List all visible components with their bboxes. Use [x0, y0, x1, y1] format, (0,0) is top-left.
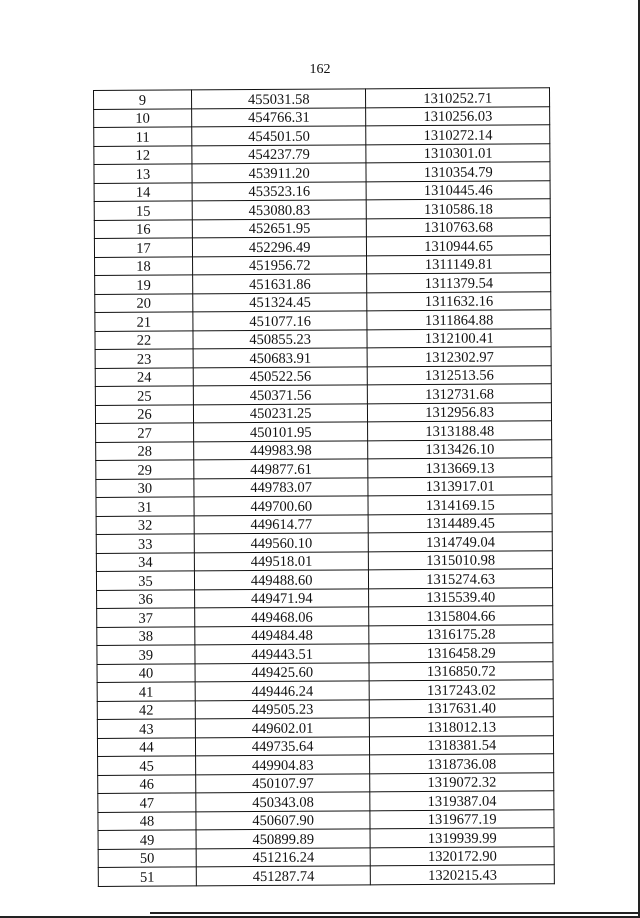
x-coordinate-cell: 449505.23 [195, 699, 370, 719]
table-row [97, 735, 553, 756]
x-coordinate-cell: 449783.07 [194, 477, 369, 497]
point-number-cell: 27 [96, 423, 194, 442]
y-coordinate-cell: 1313426.10 [368, 439, 552, 459]
y-coordinate-cell: 1318736.08 [370, 754, 554, 774]
table-row [97, 606, 553, 627]
point-number-cell: 43 [97, 719, 195, 738]
x-coordinate-cell: 449700.60 [194, 496, 369, 516]
x-coordinate-cell: 449614.77 [194, 514, 369, 534]
x-coordinate-cell: 452651.95 [192, 218, 367, 238]
y-coordinate-cell: 1320172.90 [371, 846, 555, 866]
y-coordinate-cell: 1312100.41 [367, 328, 551, 348]
x-coordinate-cell: 450231.25 [193, 403, 368, 423]
x-coordinate-cell: 450343.08 [196, 792, 371, 812]
y-coordinate-cell: 1312302.97 [368, 347, 552, 367]
y-coordinate-cell: 1320215.43 [371, 865, 555, 885]
page-number: 162 [309, 62, 331, 77]
x-coordinate-cell: 454501.50 [192, 126, 367, 146]
x-coordinate-cell: 449471.94 [194, 588, 369, 608]
table-row [96, 421, 552, 442]
table-row [94, 125, 550, 146]
table-row [97, 661, 553, 682]
x-coordinate-cell: 451287.74 [196, 866, 371, 886]
table-row [98, 809, 554, 830]
point-number-cell: 40 [97, 663, 195, 682]
bottom-rule [150, 912, 640, 914]
y-coordinate-cell: 1312956.83 [368, 402, 552, 422]
y-coordinate-cell: 1314749.04 [369, 532, 553, 552]
table-row [95, 291, 551, 312]
point-number-cell: 25 [95, 386, 193, 405]
table-row [95, 347, 551, 368]
point-number-cell: 11 [94, 127, 192, 146]
y-coordinate-cell: 1318381.54 [370, 735, 554, 755]
table-row [96, 513, 552, 534]
x-coordinate-cell: 449518.01 [194, 551, 369, 571]
table-row [94, 88, 550, 109]
point-number-cell: 21 [95, 312, 193, 331]
x-coordinate-cell: 449468.06 [195, 607, 370, 627]
point-number-cell: 51 [98, 867, 196, 886]
x-coordinate-cell: 449904.83 [195, 755, 370, 775]
y-coordinate-cell: 1311632.16 [367, 291, 551, 311]
x-coordinate-cell: 450522.56 [193, 366, 368, 386]
point-number-cell: 35 [96, 571, 194, 590]
point-number-cell: 32 [96, 515, 194, 534]
point-number-cell: 15 [94, 201, 192, 220]
y-coordinate-cell: 1315274.63 [369, 569, 553, 589]
y-coordinate-cell: 1313669.13 [368, 458, 552, 478]
point-number-cell: 44 [97, 737, 195, 756]
table-row [95, 402, 551, 423]
x-coordinate-cell: 453080.83 [192, 200, 367, 220]
x-coordinate-cell: 450101.95 [193, 422, 368, 442]
table-row [94, 106, 550, 127]
point-number-cell: 33 [96, 534, 194, 553]
y-coordinate-cell: 1310354.79 [366, 162, 550, 182]
point-number-cell: 20 [95, 293, 193, 312]
x-coordinate-cell: 450371.56 [193, 385, 368, 405]
x-coordinate-cell: 449877.61 [194, 459, 369, 479]
y-coordinate-cell: 1317631.40 [370, 698, 554, 718]
x-coordinate-cell: 450107.97 [196, 773, 371, 793]
y-coordinate-cell: 1318012.13 [370, 717, 554, 737]
y-coordinate-cell: 1313188.48 [368, 421, 552, 441]
x-coordinate-cell: 453523.16 [192, 181, 367, 201]
y-coordinate-cell: 1317243.02 [370, 680, 554, 700]
x-coordinate-cell: 455031.58 [191, 89, 366, 109]
point-number-cell: 26 [95, 404, 193, 423]
table-row [94, 199, 550, 220]
point-number-cell: 38 [97, 626, 195, 645]
point-number-cell: 34 [96, 552, 194, 571]
point-number-cell: 28 [96, 441, 194, 460]
point-number-cell: 50 [98, 848, 196, 867]
x-coordinate-cell: 450683.91 [193, 348, 368, 368]
x-coordinate-cell: 449446.24 [195, 681, 370, 701]
point-number-cell: 36 [97, 589, 195, 608]
y-coordinate-cell: 1315010.98 [369, 550, 553, 570]
point-number-cell: 37 [97, 608, 195, 627]
x-coordinate-cell: 450607.90 [196, 810, 371, 830]
y-coordinate-cell: 1310445.46 [367, 180, 551, 200]
y-coordinate-cell: 1316175.28 [369, 624, 553, 644]
point-number-cell: 49 [98, 830, 196, 849]
point-number-cell: 42 [97, 700, 195, 719]
point-number-cell: 24 [95, 367, 193, 386]
x-coordinate-cell: 451324.45 [193, 292, 368, 312]
x-coordinate-cell: 449484.48 [195, 625, 370, 645]
x-coordinate-cell: 449560.10 [194, 533, 369, 553]
x-coordinate-cell: 449443.51 [195, 644, 370, 664]
table-row [96, 532, 552, 553]
table-row [97, 717, 553, 738]
table-row [95, 328, 551, 349]
table-row [98, 772, 554, 793]
y-coordinate-cell: 1316458.29 [369, 643, 553, 663]
y-coordinate-cell: 1319072.32 [370, 772, 554, 792]
table-row [97, 643, 553, 664]
table-row [98, 865, 554, 886]
y-coordinate-cell: 1311864.88 [367, 310, 551, 330]
x-coordinate-cell: 450899.89 [196, 829, 371, 849]
table-row [96, 495, 552, 516]
y-coordinate-cell: 1310301.01 [366, 143, 550, 163]
table-row [97, 624, 553, 645]
x-coordinate-cell: 451956.72 [192, 255, 367, 275]
x-coordinate-cell: 454766.31 [192, 107, 367, 127]
y-coordinate-cell: 1315804.66 [369, 606, 553, 626]
point-number-cell: 14 [94, 182, 192, 201]
point-number-cell: 23 [95, 349, 193, 368]
x-coordinate-cell: 451631.86 [193, 274, 368, 294]
y-coordinate-cell: 1311149.81 [367, 254, 551, 274]
y-coordinate-cell: 1311379.54 [367, 273, 551, 293]
table-row [94, 217, 550, 238]
x-coordinate-cell: 452296.49 [192, 237, 367, 257]
point-number-cell: 13 [94, 164, 192, 183]
table-row [94, 236, 550, 257]
x-coordinate-cell: 453911.20 [192, 163, 367, 183]
table-row [95, 273, 551, 294]
table-row [98, 754, 554, 775]
point-number-cell: 31 [96, 497, 194, 516]
y-coordinate-cell: 1310252.71 [366, 88, 550, 108]
y-coordinate-cell: 1310944.65 [367, 236, 551, 256]
x-coordinate-cell: 454237.79 [192, 144, 367, 164]
point-number-cell: 18 [95, 256, 193, 275]
y-coordinate-cell: 1313917.01 [368, 476, 552, 496]
table-row [95, 384, 551, 405]
y-coordinate-cell: 1312513.56 [368, 365, 552, 385]
table-row [96, 550, 552, 571]
x-coordinate-cell: 449983.98 [194, 440, 369, 460]
table-row [96, 476, 552, 497]
x-coordinate-cell: 449488.60 [194, 570, 369, 590]
table-row [94, 162, 550, 183]
point-number-cell: 41 [97, 682, 195, 701]
point-number-cell: 45 [98, 756, 196, 775]
table-row [96, 569, 552, 590]
table-row [98, 791, 554, 812]
x-coordinate-cell: 451077.16 [193, 311, 368, 331]
point-number-cell: 39 [97, 645, 195, 664]
x-coordinate-cell: 449735.64 [195, 736, 370, 756]
point-number-cell: 47 [98, 793, 196, 812]
table-row [95, 310, 551, 331]
point-number-cell: 48 [98, 811, 196, 830]
y-coordinate-cell: 1310763.68 [367, 217, 551, 237]
table-row [97, 680, 553, 701]
table-row [98, 828, 554, 849]
point-number-cell: 19 [95, 275, 193, 294]
coordinates-table [93, 87, 555, 886]
y-coordinate-cell: 1314489.45 [369, 513, 553, 533]
coordinates-table-body [94, 88, 555, 886]
x-coordinate-cell: 449425.60 [195, 662, 370, 682]
y-coordinate-cell: 1315539.40 [369, 587, 553, 607]
table-row [97, 698, 553, 719]
y-coordinate-cell: 1316850.72 [369, 661, 553, 681]
point-number-cell: 12 [94, 145, 192, 164]
y-coordinate-cell: 1319677.19 [370, 809, 554, 829]
y-coordinate-cell: 1312731.68 [368, 384, 552, 404]
y-coordinate-cell: 1310272.14 [366, 125, 550, 145]
y-coordinate-cell: 1314169.15 [368, 495, 552, 515]
point-number-cell: 22 [95, 330, 193, 349]
y-coordinate-cell: 1310256.03 [366, 106, 550, 126]
x-coordinate-cell: 450855.23 [193, 329, 368, 349]
x-coordinate-cell: 451216.24 [196, 847, 371, 867]
y-coordinate-cell: 1310586.18 [367, 199, 551, 219]
x-coordinate-cell: 449602.01 [195, 718, 370, 738]
y-coordinate-cell: 1319939.99 [370, 828, 554, 848]
point-number-cell: 46 [98, 774, 196, 793]
point-number-cell: 17 [94, 238, 192, 257]
point-number-cell: 16 [94, 219, 192, 238]
point-number-cell: 9 [94, 90, 192, 109]
point-number-cell: 10 [94, 108, 192, 127]
table-row [97, 587, 553, 608]
table-row [96, 458, 552, 479]
table-row [96, 439, 552, 460]
point-number-cell: 29 [96, 460, 194, 479]
point-number-cell: 30 [96, 478, 194, 497]
table-row [94, 143, 550, 164]
table-row [94, 180, 550, 201]
y-coordinate-cell: 1319387.04 [370, 791, 554, 811]
table-row [95, 365, 551, 386]
table-row [95, 254, 551, 275]
table-row [98, 846, 554, 867]
